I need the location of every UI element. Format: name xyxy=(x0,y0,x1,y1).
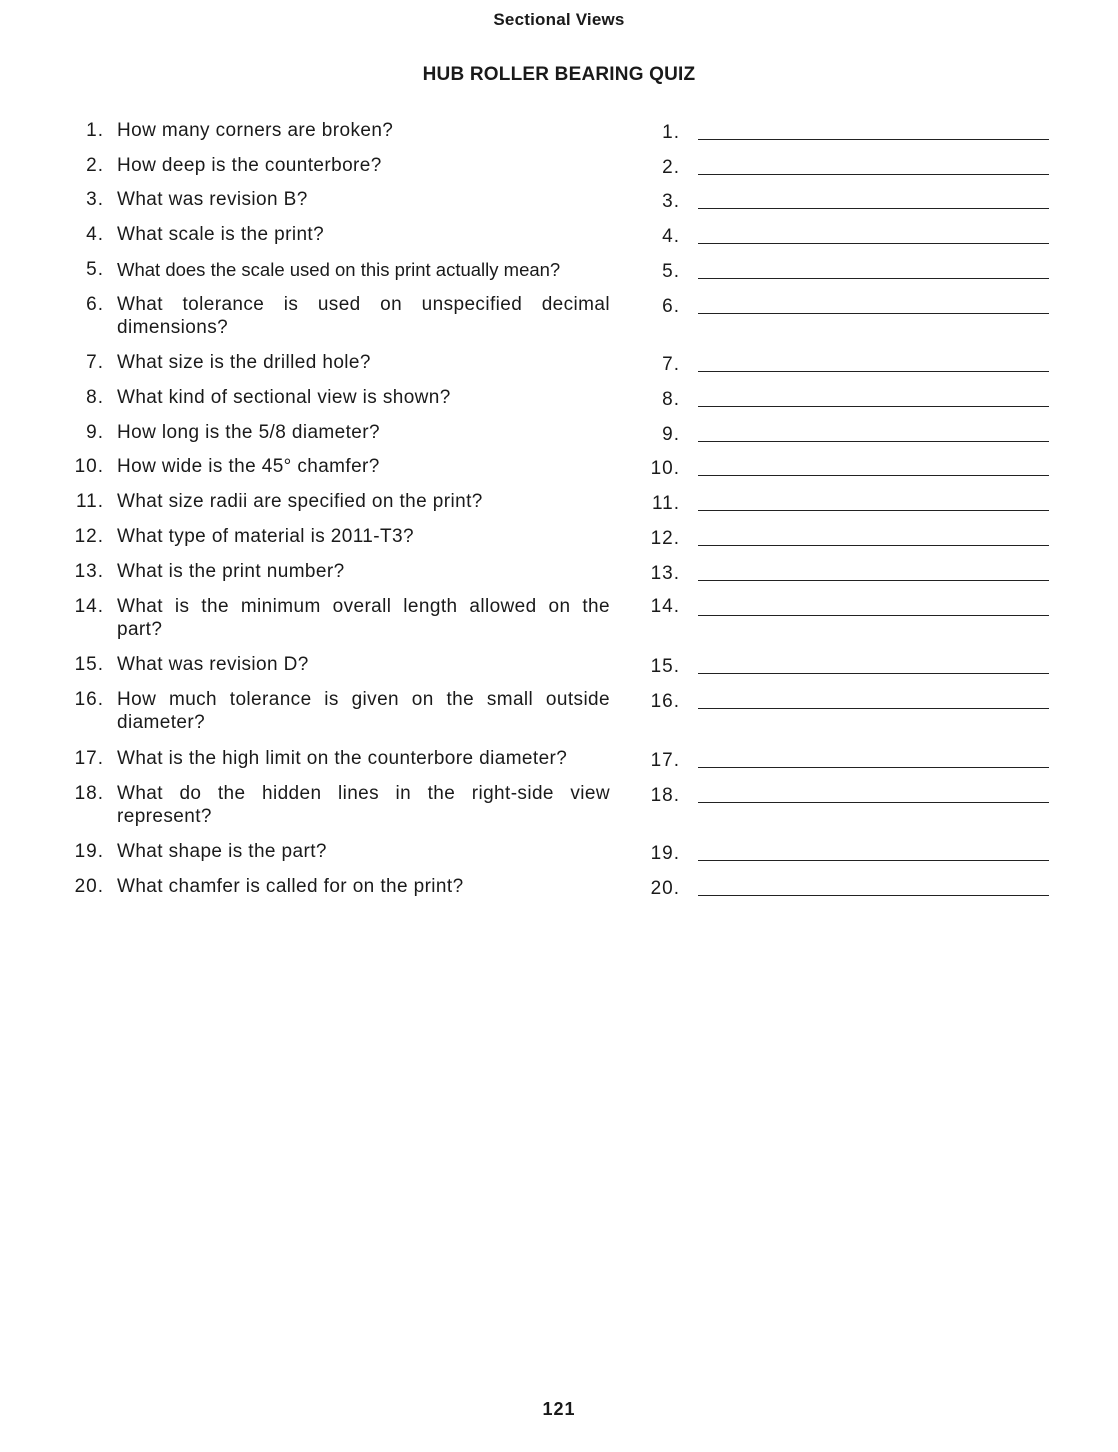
question-number: 18. xyxy=(74,783,104,804)
answer-number: 10. xyxy=(650,458,680,479)
question-text: How wide is the 45° chamfer? xyxy=(117,456,380,477)
question-number: 9. xyxy=(86,422,104,443)
question-number: 17. xyxy=(74,748,104,769)
answer-line[interactable] xyxy=(698,313,1049,314)
question-text: What shape is the part? xyxy=(117,841,327,862)
answer-line[interactable] xyxy=(698,475,1049,476)
question-number: 20. xyxy=(74,876,104,897)
question-number: 12. xyxy=(74,526,104,547)
question-text: What is the print number? xyxy=(117,561,345,582)
question-number: 7. xyxy=(86,352,104,373)
question-text: What do the hidden lines in the right-side view represent? xyxy=(117,783,610,827)
answer-line[interactable] xyxy=(698,802,1049,803)
answer-line[interactable] xyxy=(698,208,1049,209)
question-text: What tolerance is used on unspecified decimal dimensions? xyxy=(117,294,610,338)
answer-number: 9. xyxy=(662,424,680,445)
answer-line[interactable] xyxy=(698,139,1049,140)
question-text: What kind of sectional view is shown? xyxy=(117,387,451,408)
answer-line[interactable] xyxy=(698,406,1049,407)
running-head: Sectional Views xyxy=(493,10,625,29)
question-text: What type of material is 2011-T3? xyxy=(117,526,414,547)
question-text: What was revision B? xyxy=(117,189,308,210)
question-text: How long is the 5/8 diameter? xyxy=(117,422,380,443)
question-number: 5. xyxy=(86,259,104,280)
answer-line[interactable] xyxy=(698,860,1049,861)
question-number: 14. xyxy=(74,596,104,617)
answer-number: 13. xyxy=(650,563,680,584)
question-text: What size radii are specified on the print? xyxy=(117,491,483,512)
answer-number: 14. xyxy=(650,596,680,617)
answer-number: 16. xyxy=(650,691,680,712)
answer-number: 4. xyxy=(662,226,680,247)
answer-line[interactable] xyxy=(698,708,1049,709)
question-text: What was revision D? xyxy=(117,654,309,675)
question-number: 19. xyxy=(74,841,104,862)
question-text: What is the minimum overall length allowed on the part? xyxy=(117,596,610,640)
answer-line[interactable] xyxy=(698,615,1049,616)
answer-number: 19. xyxy=(650,843,680,864)
answer-line[interactable] xyxy=(698,580,1049,581)
question-number: 8. xyxy=(86,387,104,408)
quiz-title: HUB ROLLER BEARING QUIZ xyxy=(422,64,696,85)
answer-number: 2. xyxy=(662,157,680,178)
answer-number: 20. xyxy=(650,878,680,899)
question-text: What size is the drilled hole? xyxy=(117,352,371,373)
question-text: What scale is the print? xyxy=(117,224,325,245)
question-number: 4. xyxy=(86,224,104,245)
question-number: 11. xyxy=(75,491,104,512)
question-number: 6. xyxy=(86,294,104,315)
answer-line[interactable] xyxy=(698,767,1049,768)
answer-number: 5. xyxy=(662,261,680,282)
question-text: How much tolerance is given on the small outside diameter? xyxy=(117,689,610,733)
answer-line[interactable] xyxy=(698,174,1049,175)
question-text: What is the high limit on the counterbore diameter? xyxy=(117,748,568,769)
answer-line[interactable] xyxy=(698,673,1049,674)
answer-line[interactable] xyxy=(698,278,1049,279)
answer-line[interactable] xyxy=(698,545,1049,546)
answer-line[interactable] xyxy=(698,510,1049,511)
answer-number: 7. xyxy=(662,354,680,375)
question-number: 13. xyxy=(74,561,104,582)
question-number: 10. xyxy=(74,456,104,477)
answer-line[interactable] xyxy=(698,371,1049,372)
answer-line[interactable] xyxy=(698,243,1049,244)
answer-number: 11. xyxy=(651,493,680,514)
answer-number: 12. xyxy=(650,528,680,549)
question-number: 16. xyxy=(74,689,104,710)
question-number: 15. xyxy=(74,654,104,675)
question-text: How many corners are broken? xyxy=(117,120,394,141)
answer-number: 3. xyxy=(662,191,680,212)
answer-number: 6. xyxy=(662,296,680,317)
page-number: 121 xyxy=(542,1399,576,1419)
answer-number: 17. xyxy=(650,750,680,771)
question-text: What does the scale used on this print actually mean? xyxy=(117,259,561,280)
question-number: 1. xyxy=(86,120,104,141)
question-text: What chamfer is called for on the print? xyxy=(117,876,464,897)
question-number: 3. xyxy=(86,189,104,210)
answer-number: 8. xyxy=(662,389,680,410)
answer-line[interactable] xyxy=(698,441,1049,442)
question-number: 2. xyxy=(86,155,104,176)
answer-line[interactable] xyxy=(698,895,1049,896)
question-text: How deep is the counterbore? xyxy=(117,155,382,176)
answer-number: 1. xyxy=(662,122,680,143)
answer-number: 15. xyxy=(650,656,680,677)
answer-number: 18. xyxy=(650,785,680,806)
